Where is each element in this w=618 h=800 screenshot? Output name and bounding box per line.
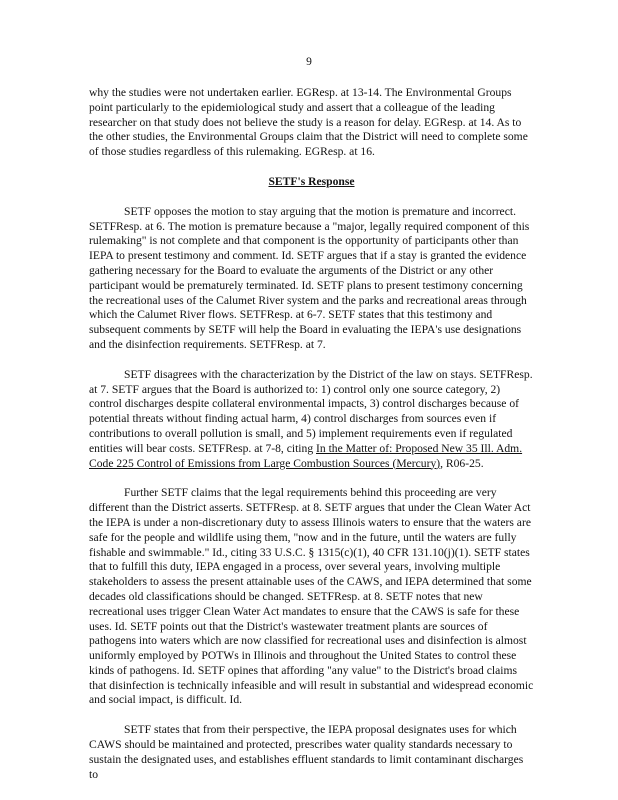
paragraph-legal-requirements: Further SETF claims that the legal requirements behind this proceeding are very different than the District asserts. SETFResp. at 8. SETF argues that under the Clean Water Act the IEPA is under a non-discretionary duty to assess Illinois waters to ensure that the waters are safe for the people and wildlife using them, "now and in the future, until the waters are fully fishable and swimmable." Id., citing 33 U.S.C. § 1315(c)(1), 40 CFR 131.10(j)(1). SETF states that to fulfill this duty, IEPA engaged in a process, over several years, involving multiple stakeholders to assess the present attainable uses of the CAWS, and IEPA determined that some decades old classifications should be changed. SETFResp. at 8. SETF notes that new recreational uses trigger Clean Water Act mandates to ensure that the CAWS is safe for these uses. Id. SETF points out that the District's wastewater treatment plants are sources of pathogens into waters which are now classified for recreational uses and disinfection is almost uniformly employed by POTWs in Illinois and throughout the United States to control these kinds of pathogens. Id. SETF opines that affording "any value" to the District's broad claims that disinfection is technically infeasible and will result in substantial and widespread economic and social impact, is difficult. Id. (89, 486, 534, 707)
page-number: 9 (306, 56, 312, 68)
paragraph-text: SETF disagrees with the characterization by the District of the law on stays. SETFResp. at 7. SETF argues that the Board is authorized to: 1) control only one source category, 2) control discharges despite collateral environmental impacts, 3) control discharges because of potential threats without finding actual harm, 4) control discharges from sources even if contributions to overall pollution is small, and 5) implement requirements even if regulated entities will bear costs. SETFResp. at 7-8, citing (89, 367, 533, 455)
paragraph-setf-opposes: SETF opposes the motion to stay arguing that the motion is premature and incorrect. SETFResp. at 6. The motion is premature because a "major, legally required component of this rulemaking" is not complete and that component is the opportunity of participants other than IEPA to present testimony and comment. Id. SETF argues that if a stay is granted the evidence gathering necessary for the Board to evaluate the arguments of the District or any other participant would be prematurely terminated. Id. SETF plans to present testimony concerning the recreational uses of the Calumet River system and the parks and recreational areas through which the Calumet River flows. SETFResp. at 6-7. SETF states that this testimony and subsequent comments by SETF will help the Board in evaluating the IEPA's use designations and the disinfection requirements. SETFResp. at 7. (89, 204, 530, 351)
case-citation: In the Matter of: Proposed New 35 Ill. Adm. Code 225 Control of Emissions from Large Combustion Sources (Mercury) (89, 441, 523, 470)
paragraph-text: , R06-25. (440, 456, 484, 470)
section-heading: SETF's Response (268, 174, 355, 188)
document-body (89, 86, 534, 782)
intro-paragraph: why the studies were not undertaken earlier. EGResp. at 13-14. The Environmental Groups point particularly to the epidemiological study and assert that a colleague of the leading researcher on that study does not believe the study is a reason for delay. EGResp. at 14. As to the other studies, the Environmental Groups claim that the District will need to complete some of those studies regardless of this rulemaking. EGResp. at 16. (89, 86, 528, 159)
paragraph-setf-perspective: SETF states that from their perspective, the IEPA proposal designates uses for which CAWS should be maintained and protected, prescribes water quality standards necessary to sustain the designated uses, and establishes effluent standards to limit contaminant discharges to (89, 723, 524, 781)
paragraph-setf-disagrees (89, 368, 534, 472)
